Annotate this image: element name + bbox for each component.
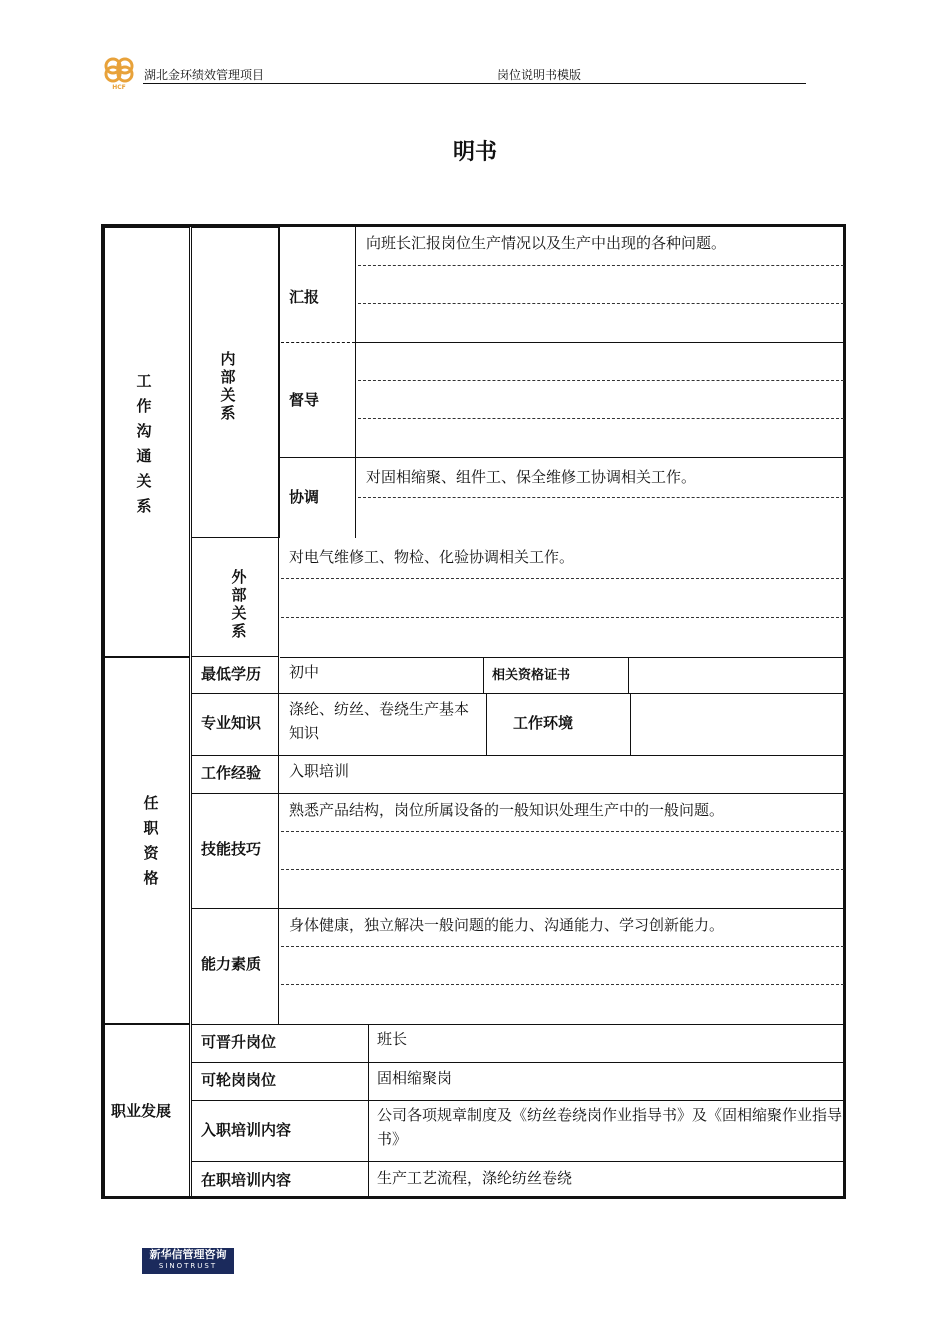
knowledge-label: 专业知识: [201, 714, 262, 732]
knowledge-value: 涤纶、纺丝、卷绕生产基本知识: [289, 700, 470, 742]
divider: [191, 908, 844, 909]
header-project: 湖北金环绩效管理项目: [144, 68, 265, 82]
divider: [278, 657, 279, 1024]
work-communication-label: 工作沟通关系: [136, 372, 152, 515]
divider: [368, 1024, 369, 1199]
rotation-value: 固相缩聚岗: [377, 1069, 453, 1087]
internal-relations-label: 内部关系: [220, 350, 236, 422]
inservice-value: 生产工艺流程，涤纶纺丝卷绕: [377, 1169, 573, 1187]
onboarding-label: 入职培训内容: [201, 1121, 292, 1139]
skills-value: 熟悉产品结构，岗位所属设备的一般知识处理生产中的一般问题。: [289, 801, 725, 819]
divider: [358, 497, 844, 498]
external-text: 对电气维修工、物检、化验协调相关工作。: [289, 548, 575, 566]
supervise-label: 督导: [289, 391, 320, 409]
rotation-label: 可轮岗岗位: [201, 1071, 277, 1089]
experience-value: 入职培训: [289, 762, 350, 780]
divider: [279, 227, 280, 538]
divider: [844, 1024, 845, 1199]
header-divider: [143, 83, 806, 84]
divider: [844, 227, 845, 657]
skills-label: 技能技巧: [201, 840, 262, 858]
divider: [355, 227, 356, 538]
education-label: 最低学历: [201, 665, 262, 683]
logo-text: HCF: [112, 84, 126, 90]
divider: [281, 831, 844, 832]
abilities-label: 能力素质: [201, 955, 262, 973]
divider: [483, 657, 484, 693]
divider: [191, 1062, 844, 1063]
divider: [281, 617, 844, 618]
career-label: 职业发展: [111, 1102, 172, 1120]
divider: [280, 657, 844, 658]
divider: [281, 946, 844, 947]
document-title: 明书: [452, 140, 497, 165]
onboarding-value: 公司各项规章制度及《纺丝卷绕岗作业指导书》及《固相缩聚作业指导书》: [377, 1106, 843, 1148]
divider: [280, 457, 844, 458]
divider: [844, 657, 845, 1024]
company-logo-icon: [100, 54, 138, 90]
divider: [628, 657, 629, 693]
divider: [191, 693, 844, 694]
divider: [191, 1024, 192, 1199]
divider: [358, 380, 844, 381]
divider: [191, 1161, 844, 1162]
divider: [281, 578, 844, 579]
abilities-value: 身体健康，独立解决一般问题的能力、沟通能力、学习创新能力。: [289, 916, 725, 934]
divider: [358, 265, 844, 266]
divider: [191, 1100, 844, 1101]
divider: [191, 1024, 844, 1025]
promotion-value: 班长: [377, 1030, 408, 1048]
report-text: 向班长汇报岗位生产情况以及生产中出现的各种问题。: [366, 234, 727, 252]
report-label: 汇报: [289, 288, 320, 306]
divider: [191, 755, 844, 756]
divider: [191, 657, 192, 1024]
header-template: 岗位说明书模版: [497, 68, 582, 82]
inservice-label: 在职培训内容: [201, 1171, 292, 1189]
experience-label: 工作经验: [201, 764, 262, 782]
divider: [281, 984, 844, 985]
external-relations-label: 外部关系: [231, 568, 247, 640]
divider: [281, 342, 355, 343]
promotion-label: 可晋升岗位: [201, 1033, 277, 1051]
coordinate-text: 对固相缩聚、组件工、保全维修工协调相关工作。: [366, 468, 697, 486]
qualifications-label: 任职资格: [143, 794, 159, 887]
divider: [356, 342, 844, 343]
education-value: 初中: [289, 663, 320, 681]
footer-logo: [142, 1248, 234, 1274]
divider: [358, 303, 844, 304]
footer-logo-en: SINOTRUST: [158, 1262, 218, 1270]
divider: [358, 418, 844, 419]
coordinate-label: 协调: [289, 488, 320, 506]
environment-label: 工作环境: [513, 714, 574, 732]
divider: [630, 693, 631, 755]
divider: [281, 869, 844, 870]
footer-logo-cn: 新华信管理咨询: [149, 1248, 227, 1261]
certificate-label: 相关资格证书: [492, 668, 571, 683]
divider: [191, 793, 844, 794]
divider: [486, 693, 487, 755]
